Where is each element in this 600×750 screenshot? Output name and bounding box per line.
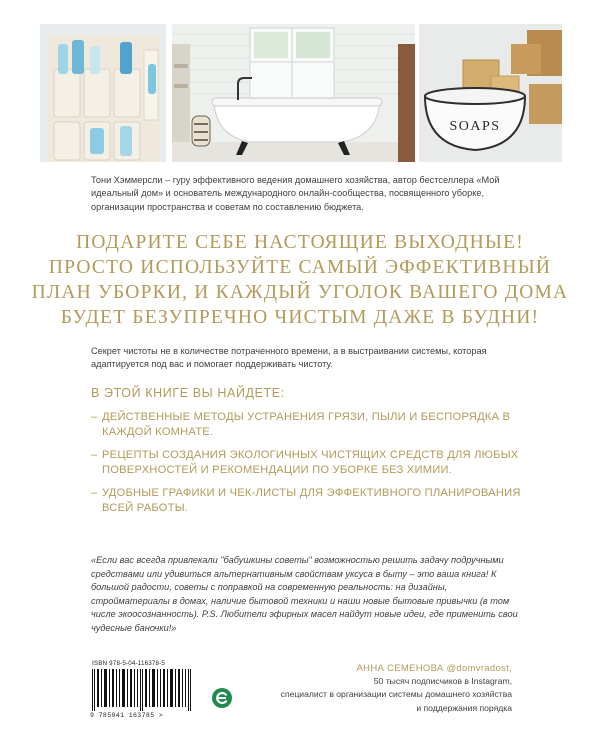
barcode-digits: 9 785041 163785 >	[90, 712, 164, 719]
photo-soaps	[419, 24, 562, 162]
photo-bathtub	[172, 24, 415, 162]
headline	[0, 230, 600, 330]
author-line: специалист в организации системы домашнего хозяйства	[280, 689, 512, 700]
author-name: АННА СЕМЕНОВА @domvradost,	[356, 663, 512, 674]
headline-line-2: ПРОСТО ИСПОЛЬЗУЙТЕ САМЫЙ ЭФФЕКТИВНЫЙ	[48, 257, 552, 278]
book-section-title: В ЭТОЙ КНИГЕ ВЫ НАЙДЕТЕ:	[91, 386, 285, 400]
headline-line-4: БУДЕТ БЕЗУПРЕЧНО ЧИСТЫМ ДАЖЕ В БУДНИ!	[60, 307, 540, 328]
publisher-logo-icon	[211, 687, 233, 709]
review-quote: «Если вас всегда привлекали "бабушкины советы" возможностью решить задачу подручными средствами или удивиться альтернативным свойствам уксуса в быту – это ваша книга! К большой радости, советы с поправкой на современную реальность: на дизайны, стройматериалы в домах, наличие бытовой техники и наши новые бытовые привычки (в том числе экоосознанность). P.S. Любители эфирных масел найдут новые идеи, где применить свои чудесные баночки!»	[91, 555, 518, 633]
feature-list	[91, 410, 531, 524]
lead-paragraph: Секрет чистоты не в количестве потраченного времени, а в выстраивании системы, которая адаптируется под вас и помогает поддерживать чистоту.	[91, 346, 487, 370]
photo-strip	[40, 24, 562, 162]
headline-line-3: ПЛАН УБОРКИ, И КАЖДЫЙ УГОЛОК ВАШЕГО ДОМА	[31, 282, 569, 303]
quote-author	[212, 662, 512, 715]
author-line: 50 тысяч подписчиков в Instagram,	[373, 676, 512, 687]
author-intro: Тони Хэммерсли – гуру эффективного ведения домашнего хозяйства, автор бестселлера «Мой идеальный дом» и основатель международного онлайн-сообщества, посвященного уборке, организации пространства и советам по составлению бюджета.	[91, 175, 500, 212]
headline-line-1: ПОДАРИТЕ СЕБЕ НАСТОЯЩИЕ ВЫХОДНЫЕ!	[76, 232, 524, 253]
author-line: и поддержания порядка	[416, 702, 512, 713]
isbn-label: ISBN 978-5-04-116378-5	[92, 660, 166, 667]
feature-item: – РЕЦЕПТЫ СОЗДАНИЯ ЭКОЛОГИЧНЫХ ЧИСТЯЩИХ СРЕДСТВ ДЛЯ ЛЮБЫХ ПОВЕРХНОСТЕЙ И РЕКОМЕНДАЦИИ ПО УБОРКЕ БЕЗ ХИМИИ.	[91, 448, 531, 478]
isbn-barcode	[90, 660, 198, 724]
feature-item: – УДОБНЫЕ ГРАФИКИ И ЧЕК-ЛИСТЫ ДЛЯ ЭФФЕКТИВНОГО ПЛАНИРОВАНИЯ ВСЕЙ РАБОТЫ.	[91, 486, 531, 516]
feature-item: – ДЕЙСТВЕННЫЕ МЕТОДЫ УСТРАНЕНИЯ ГРЯЗИ, ПЫЛИ И БЕСПОРЯДКА В КАЖДОЙ КОМНАТЕ.	[91, 410, 531, 440]
photo-cleaning-organizer	[40, 24, 166, 162]
barcode-icon	[90, 669, 194, 711]
soaps-bowl-label: SOAPS	[449, 119, 501, 134]
